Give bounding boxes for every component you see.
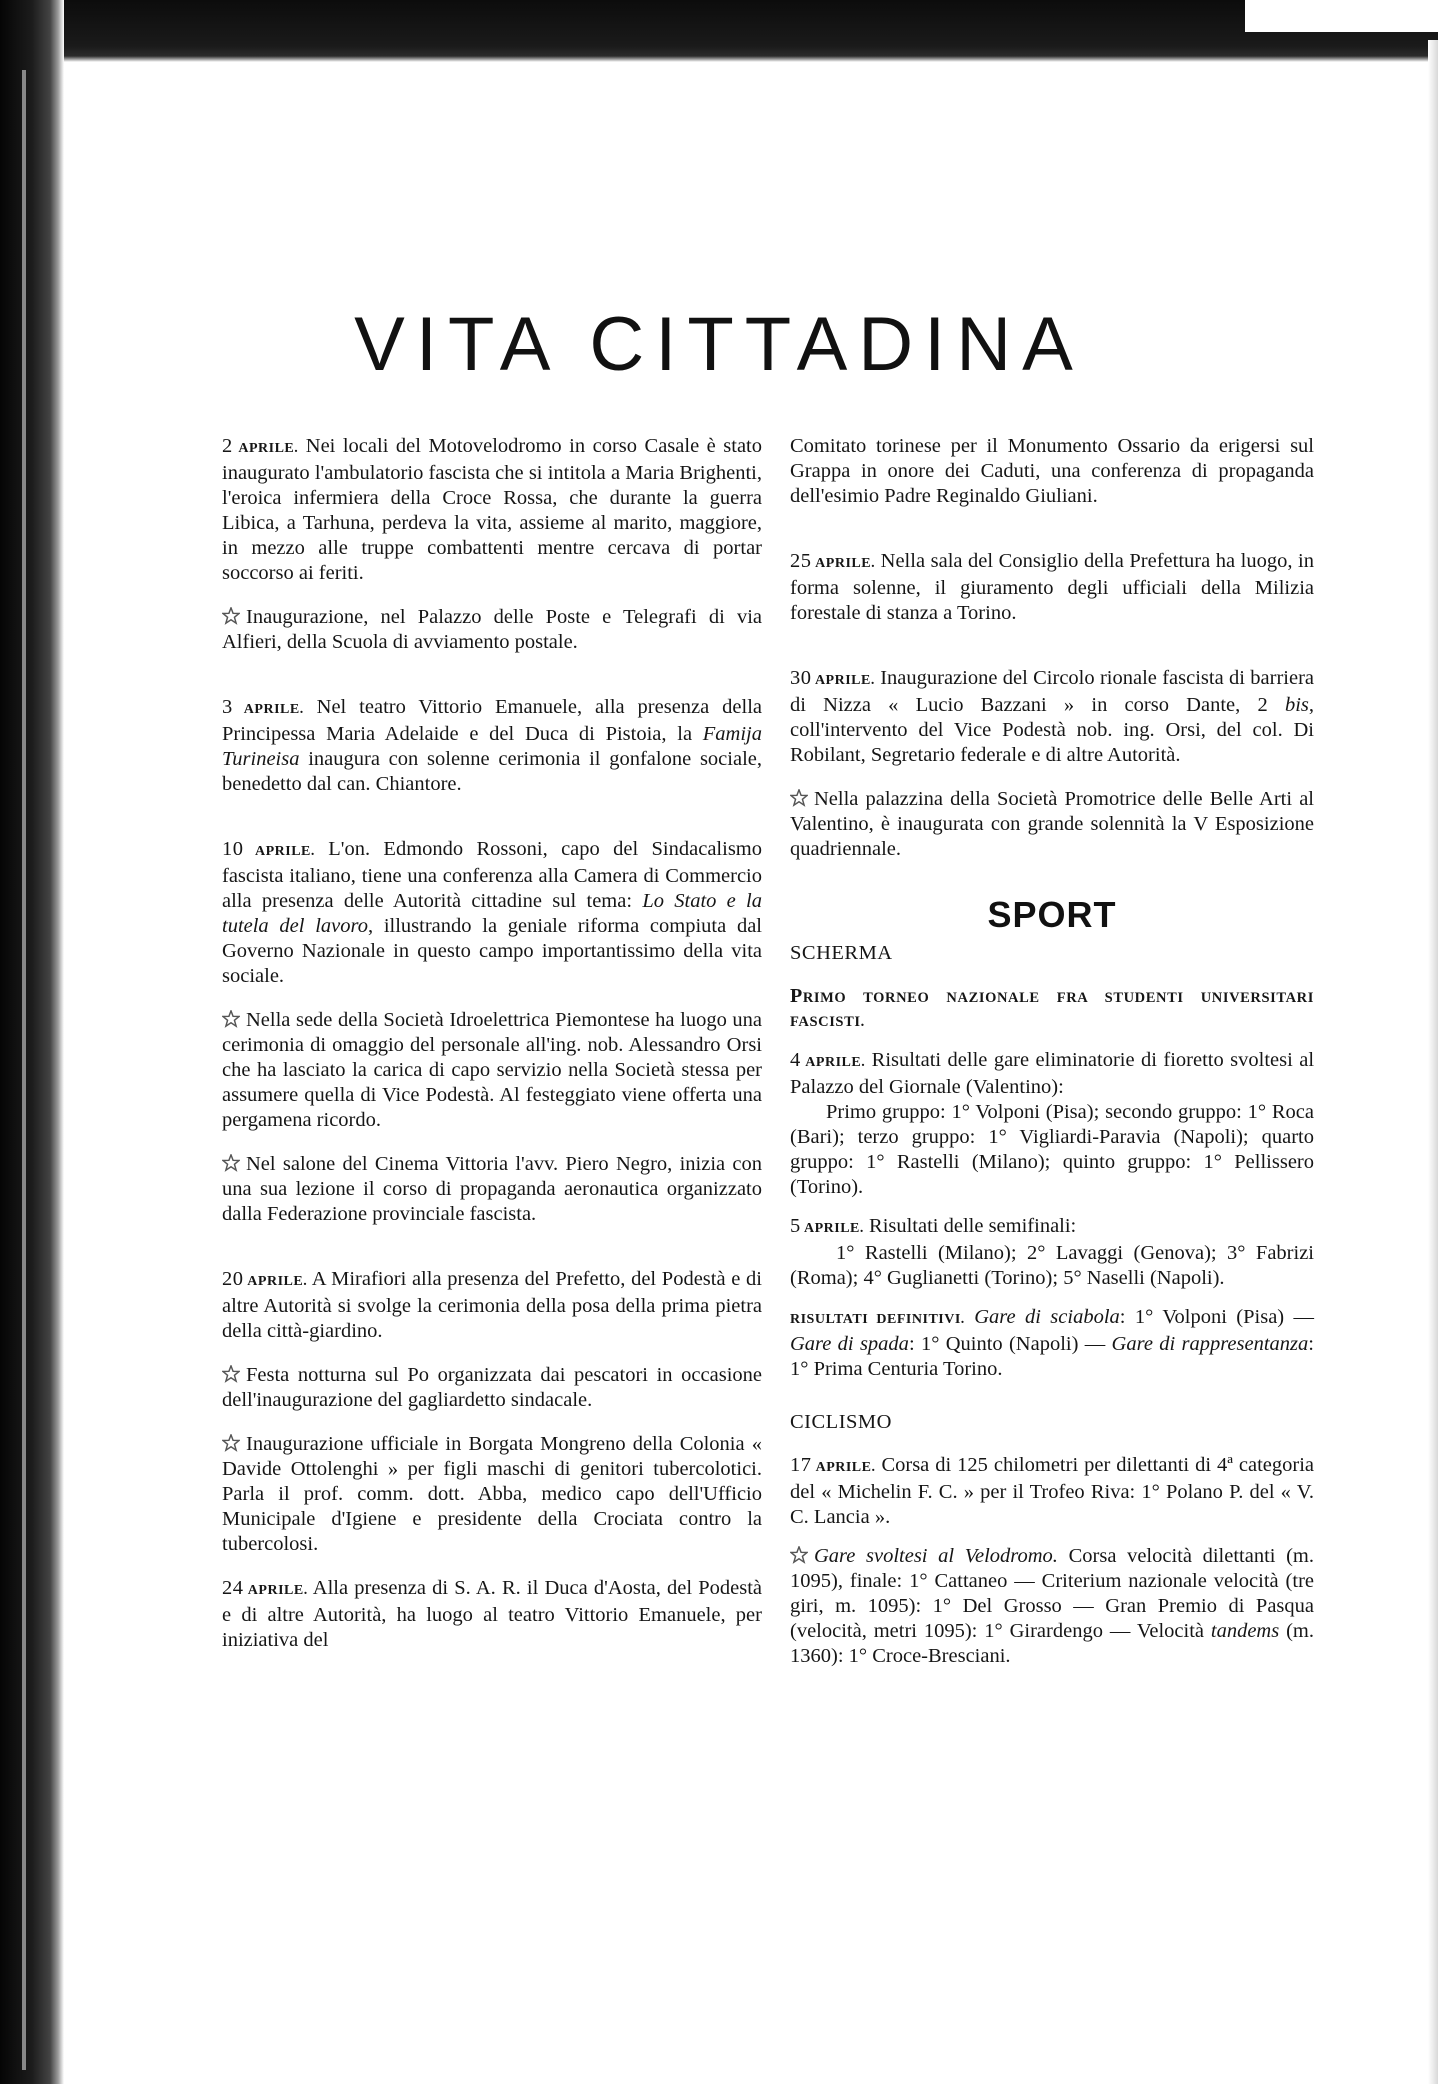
tourney-title: PRIMO TORNEO NAZIONALE FRA STUDENTI UNIVERSITARI FASCISTI. xyxy=(790,985,1314,1030)
rappresentanza-label: Gare di rappresentanza xyxy=(1111,1333,1309,1355)
velodromo-label: Gare svoltesi al Velodromo. xyxy=(814,1545,1058,1567)
entry-italic: Famija Turineisa xyxy=(222,723,762,770)
entry-text: L'on. Edmondo Rossoni, capo del Sindacalismo fascista italiano, tiene una conferenza alla Camera di Commercio alla presenza delle Autorità cittadine sul tema: xyxy=(222,838,762,912)
entry-text: Nei locali del Motovelodromo in corso Casale è stato inaugurato l'ambulatorio fascista che si intitola a Maria Brighenti, l'eroica infermiera della Croce Rossa, che durante la guerra Libica, a Tarhuna, perdeva la vita, assieme al marito, maggiore, in mezzo alle truppe combattenti mentre cercava di portar soccorso ai feriti. xyxy=(222,435,762,584)
entry-date: 24 APRILE. xyxy=(222,1577,308,1599)
entry-text: Inaugurazione, nel Palazzo delle Poste e Telegrafi di via Alfieri, della Scuola di avviamento postale. xyxy=(222,606,762,653)
entry-date: 4 APRILE. xyxy=(790,1049,866,1071)
entry-text: Inaugurazione del Circolo rionale fascista di barriera di Nizza « Lucio Bazzani » in corso Dante, 2 xyxy=(790,667,1314,716)
entry-text: Risultati delle gare eliminatorie di fioretto svoltesi al Palazzo del Giornale (Valentino): xyxy=(790,1049,1315,1098)
entry-date: 2 APRILE. xyxy=(222,435,299,457)
entry-date: 30 APRILE. xyxy=(790,667,875,689)
definitivi-label: RISULTATI DEFINITIVI. xyxy=(790,1312,965,1327)
entry-idroelettrica xyxy=(222,1008,762,1133)
scan-border-notch xyxy=(1245,0,1438,32)
entry-text-end: inaugura con solenne cerimonia il gonfalone sociale, benedetto dal can. Chiantore. xyxy=(222,748,762,795)
semifinali-label: Risultati delle semifinali: xyxy=(869,1215,1077,1237)
entry-date: 10 APRILE. xyxy=(222,838,315,860)
star-icon xyxy=(790,1546,808,1564)
entry-date: 3 APRILE. xyxy=(222,696,304,718)
sport-heading: SPORT xyxy=(987,894,1117,935)
page-title: VITA CITTADINA xyxy=(354,301,1084,387)
entry-date: 17 APRILE. xyxy=(790,1454,876,1476)
rappresentanza-result: : 1° Prima Centuria Torino. xyxy=(790,1333,1314,1380)
entry-poste xyxy=(222,605,762,655)
entry-5-aprile xyxy=(790,1214,1314,1291)
semifinali-results: 1° Rastelli (Milano); 2° Lavaggi (Genova); 3° Fabrizi (Roma); 4° Guglianetti (Torino); 5° Naselli (Napoli). xyxy=(790,1242,1314,1289)
entry-text: Nella palazzina della Società Promotrice delle Belle Arti al Valentino, è inaugurata con grande solennità la V Esposizione quadriennale. xyxy=(790,788,1314,860)
entry-festa-notturna xyxy=(222,1363,762,1413)
entry-text-end: , illustrando la geniale riforma compiuta dal Governo Nazionale in questo campo importantissimo della vita sociale. xyxy=(222,915,762,987)
entry-italic: Lo Stato e la tutela del lavoro xyxy=(222,890,762,937)
star-icon xyxy=(222,1365,240,1383)
tandems-label: tandems xyxy=(1210,1620,1280,1642)
entry-4-aprile xyxy=(790,1048,1314,1200)
entry-text: A Mirafiori alla presenza del Prefetto, del Podestà e di altre Autorità si svolge la cerimonia della posa della prima pietra della città-giardino. xyxy=(222,1268,762,1342)
spada-result: : 1° Quinto (Napoli) — xyxy=(908,1333,1112,1355)
entry-2-aprile xyxy=(222,434,762,586)
left-column xyxy=(222,434,762,1672)
entry-30-aprile xyxy=(790,666,1314,768)
spada-label: Gare di spada xyxy=(790,1333,909,1355)
entry-date: 20 APRILE. xyxy=(222,1268,308,1290)
entry-text: Nella sede della Società Idroelettrica Piemontese ha luogo una cerimonia di omaggio del personale all'ing. nob. Alessandro Orsi che ha lasciato la carica di capo servizio nella Società stessa per assumere quella di Vice Podestà. Al festeggiato viene offerta una pergamena ricordo. xyxy=(222,1009,762,1131)
star-icon xyxy=(790,789,808,807)
ciclismo-label: CICLISMO xyxy=(790,1411,892,1433)
velodromo-text: Corsa velocità dilettanti (m. 1095), finale: 1° Cattaneo — Criterium nazionale velocità (tre giri, m. 1095): 1° Del Grosso — Gran Premio di Pasqua (velocità, metri 1095): 1° Girardengo — Velocità xyxy=(790,1545,1315,1642)
entry-3-aprile xyxy=(222,695,762,797)
entry-cinema-vittoria xyxy=(222,1152,762,1227)
entry-text: Nella sala del Consiglio della Prefettura ha luogo, in forma solenne, il giuramento degli ufficiali della Milizia forestale di stanza a Torino. xyxy=(790,550,1315,624)
entry-text: Nel teatro Vittorio Emanuele, alla presenza della Principessa Maria Adelaide e del Duca di Pistoia, la xyxy=(222,696,763,745)
entry-25-aprile xyxy=(790,549,1314,626)
continuation-text: Comitato torinese per il Monumento Ossario da erigersi sul Grappa in onore dei Caduti, una conferenza di propaganda dell'esimio Padre Reginaldo Giuliani. xyxy=(790,435,1314,507)
primo-gruppo-results: Primo gruppo: 1° Volponi (Pisa); secondo gruppo: 1° Roca (Bari); terzo gruppo: 1° Vigliardi-Paravia (Napoli); quarto gruppo: 1° Rastelli (Milano); quinto gruppo: 1° Pellissero (Torino). xyxy=(790,1101,1314,1198)
entry-text: Alla presenza di S. A. R. il Duca d'Aosta, del Podestà e di altre Autorità, ha luogo al teatro Vittorio Emanuele, per iniziativa del xyxy=(222,1577,763,1651)
entry-text: Festa notturna sul Po organizzata dai pescatori in occasione dell'inaugurazione del gagliardetto sindacale. xyxy=(222,1364,762,1411)
risultati-definitivi xyxy=(790,1305,1314,1382)
entry-italic: bis xyxy=(1284,694,1309,716)
entry-promotrice xyxy=(790,787,1314,862)
star-icon xyxy=(222,1434,240,1452)
entry-date: 5 APRILE. xyxy=(790,1215,864,1237)
entry-text: Inaugurazione ufficiale in Borgata Mongreno della Colonia « Davide Ottolenghi » per figli maschi di genitori tubercolotici. Parla il prof. comm. dott. Abba, medico capo dell'Ufficio Municipale d'Igiene e presidente della Crociata contro la tubercolosi. xyxy=(222,1433,762,1555)
entry-17-aprile xyxy=(790,1453,1314,1530)
entry-10-aprile xyxy=(222,837,762,989)
entry-mongreno xyxy=(222,1432,762,1557)
right-column xyxy=(790,434,1314,1683)
entry-20-aprile xyxy=(222,1267,762,1344)
sciabola-label: Gare di sciabola xyxy=(974,1306,1120,1328)
star-icon xyxy=(222,607,240,625)
star-icon xyxy=(222,1154,240,1172)
sciabola-result: : 1° Volponi (Pisa) — xyxy=(1119,1306,1315,1328)
entry-24-aprile xyxy=(222,1576,762,1653)
entry-text: Corsa di 125 chilometri per dilettanti di 4ª categoria del « Michelin F. C. » per il Trofeo Riva: 1° Polano P. del « V. C. Lancia ». xyxy=(790,1454,1314,1528)
entry-text-end: , coll'intervento del Vice Podestà nob. ing. Orsi, del col. Di Robilant, Segretario federale e di altre Autorità. xyxy=(790,694,1314,766)
entry-velodromo xyxy=(790,1544,1314,1669)
entry-date: 25 APRILE. xyxy=(790,550,876,572)
entry-text: Nel salone del Cinema Vittoria l'avv. Piero Negro, inizia con una sua lezione il corso di propaganda aeronautica organizzato dalla Federazione provinciale fascista. xyxy=(222,1153,762,1225)
star-icon xyxy=(222,1010,240,1028)
scherma-label: SCHERMA xyxy=(790,942,893,964)
scan-border-top xyxy=(0,0,1438,62)
velodromo-end: (m. 1360): 1° Croce-Bresciani. xyxy=(790,1620,1314,1667)
